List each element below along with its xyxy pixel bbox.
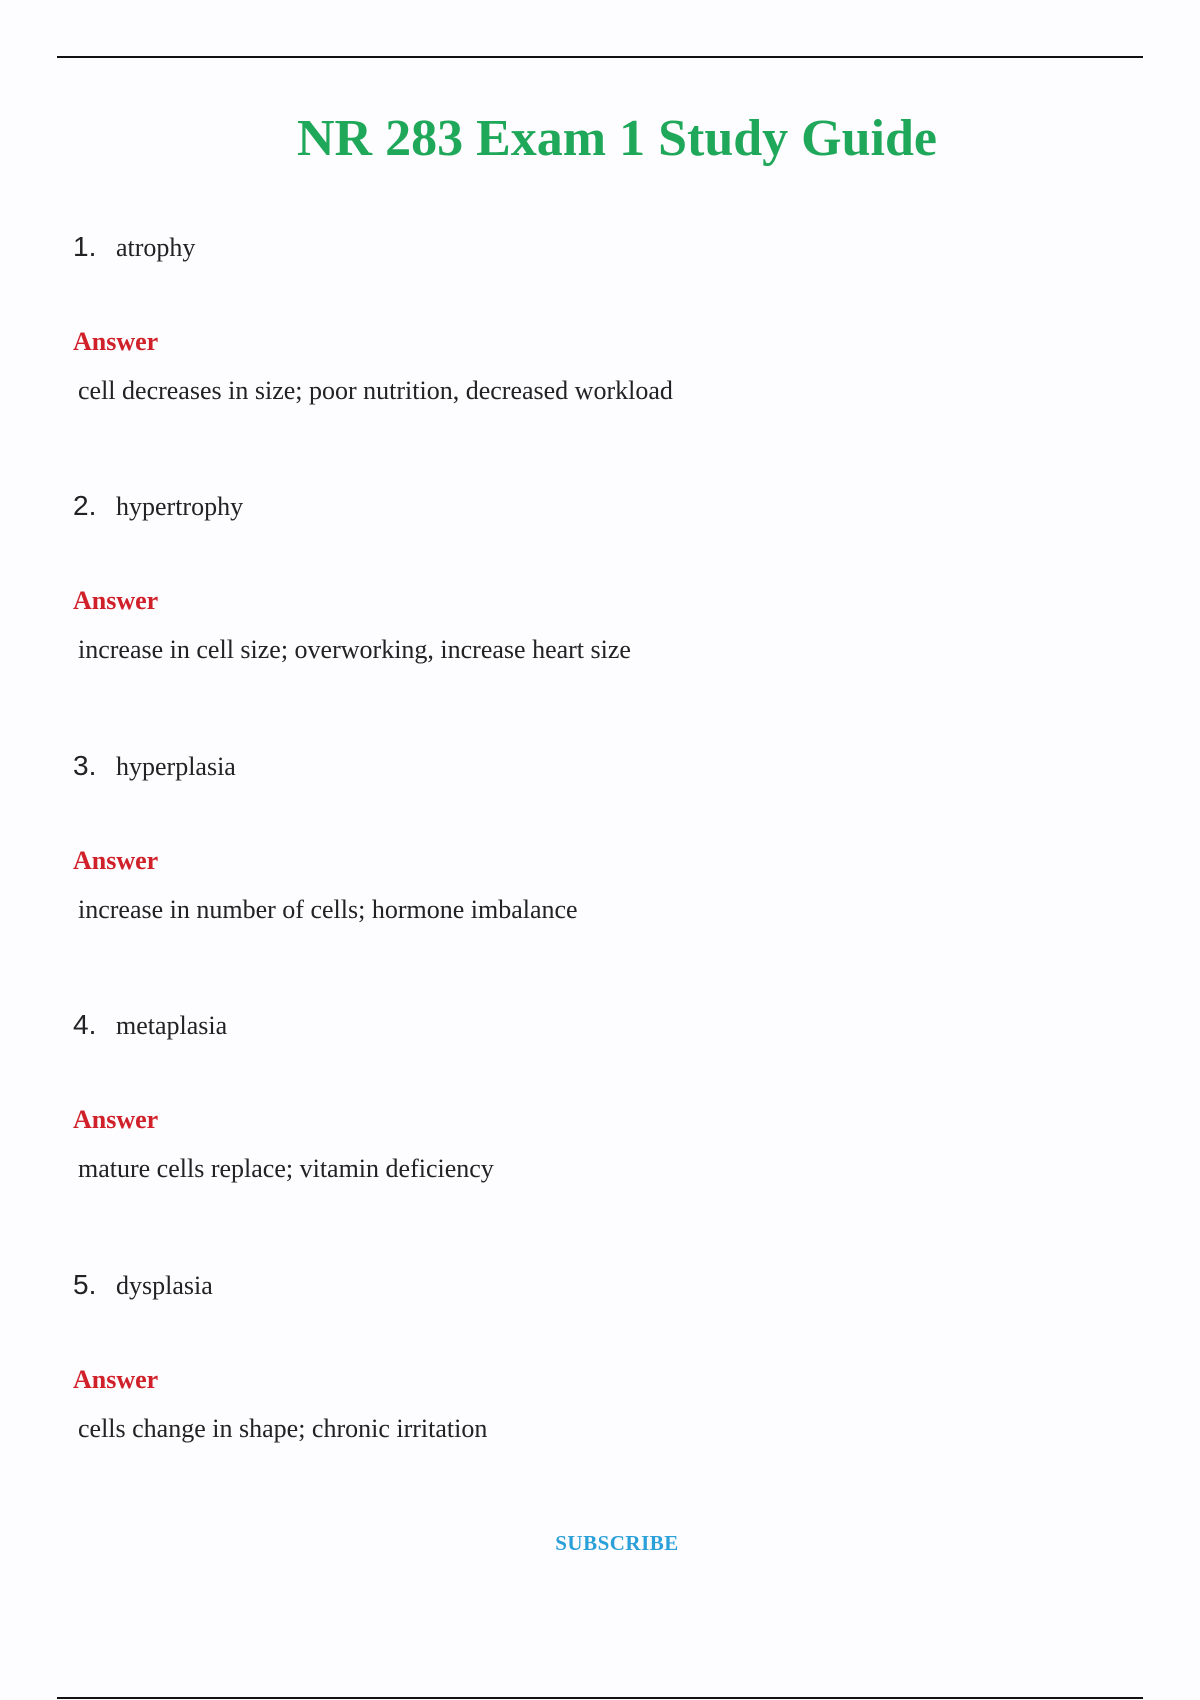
question-row (73, 750, 1123, 790)
qa-item-2 (73, 490, 1123, 664)
question-term: atrophy (116, 233, 196, 262)
answer-text: increase in number of cells; hormone imbalance (78, 895, 578, 924)
answer-text: cells change in shape; chronic irritation (78, 1414, 488, 1443)
bottom-divider (57, 1697, 1143, 1699)
question-row (73, 231, 1123, 271)
answer-text: increase in cell size; overworking, increase heart size (78, 635, 631, 664)
question-number: 2. (73, 490, 97, 521)
answer-label: Answer (73, 846, 159, 875)
qa-item-4 (73, 1009, 1123, 1183)
question-number: 1. (73, 231, 97, 262)
top-divider (57, 56, 1143, 58)
question-row (73, 1009, 1123, 1049)
answer-text: cell decreases in size; poor nutrition, decreased workload (78, 376, 673, 405)
answer-label: Answer (73, 1105, 159, 1134)
qa-item-1 (73, 231, 1123, 405)
question-row (73, 490, 1123, 530)
question-row (73, 1269, 1123, 1309)
answer-label: Answer (73, 327, 159, 356)
question-term: metaplasia (116, 1011, 228, 1040)
question-number: 5. (73, 1269, 97, 1300)
question-number: 4. (73, 1009, 97, 1040)
page-title: NR 283 Exam 1 Study Guide (297, 109, 937, 167)
question-term: hyperplasia (116, 752, 236, 781)
answer-label: Answer (73, 1365, 159, 1394)
question-term: dysplasia (116, 1271, 213, 1300)
question-term: hypertrophy (116, 492, 244, 521)
subscribe-link[interactable]: SUBSCRIBE (555, 1531, 679, 1555)
answer-text: mature cells replace; vitamin deficiency (78, 1154, 494, 1183)
question-number: 3. (73, 750, 97, 781)
qa-item-3 (73, 750, 1123, 924)
qa-item-5 (73, 1269, 1123, 1443)
answer-label: Answer (73, 586, 159, 615)
